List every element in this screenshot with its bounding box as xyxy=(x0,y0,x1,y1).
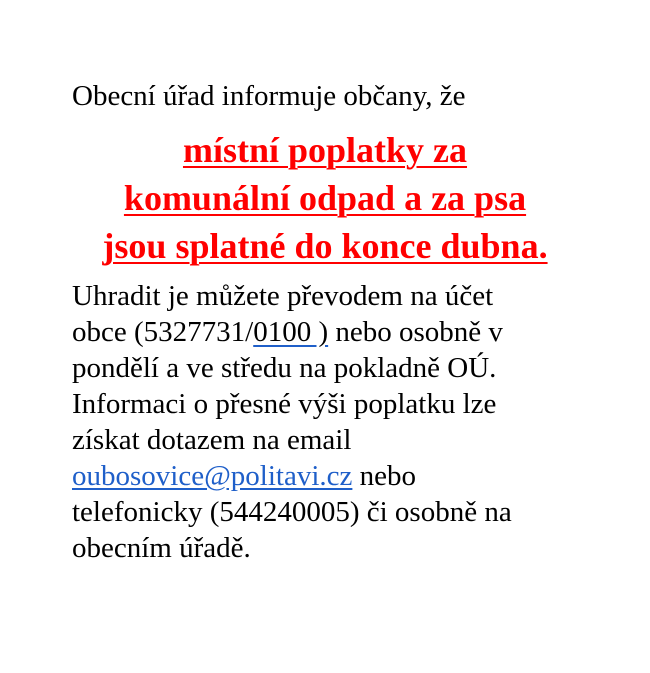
body-line-4: Informaci o přesné výši poplatku lze xyxy=(72,388,497,420)
account-suffix: nebo osobně v xyxy=(328,316,503,348)
headline-line-3: jsou splatné do konce dubna. xyxy=(102,226,548,266)
headline-line-1: místní poplatky za xyxy=(182,130,468,170)
body-text xyxy=(72,278,592,566)
headline-line-2: komunální odpad a za psa xyxy=(123,178,527,218)
account-prefix: obce (5327731/ xyxy=(72,316,254,348)
intro-text: Obecní úřad informuje občany, že xyxy=(72,80,466,112)
body-line-2 xyxy=(72,314,592,350)
email-link[interactable]: oubosovice@politavi.cz xyxy=(72,460,353,492)
body-line-7: telefonicky (544240005) či osobně na xyxy=(72,496,512,528)
body-line-1: Uhradit je můžete převodem na účet xyxy=(72,280,494,312)
notice-document xyxy=(72,78,592,566)
body-line-3: pondělí a ve středu na pokladně OÚ. xyxy=(72,352,497,384)
body-line-8: obecním úřadě. xyxy=(72,532,251,564)
body-line-6 xyxy=(72,458,592,494)
body-line-5: získat dotazem na email xyxy=(72,424,352,456)
headline xyxy=(72,126,578,270)
bank-code-link[interactable]: 0100 ) xyxy=(253,316,329,348)
email-suffix: nebo xyxy=(352,460,417,492)
